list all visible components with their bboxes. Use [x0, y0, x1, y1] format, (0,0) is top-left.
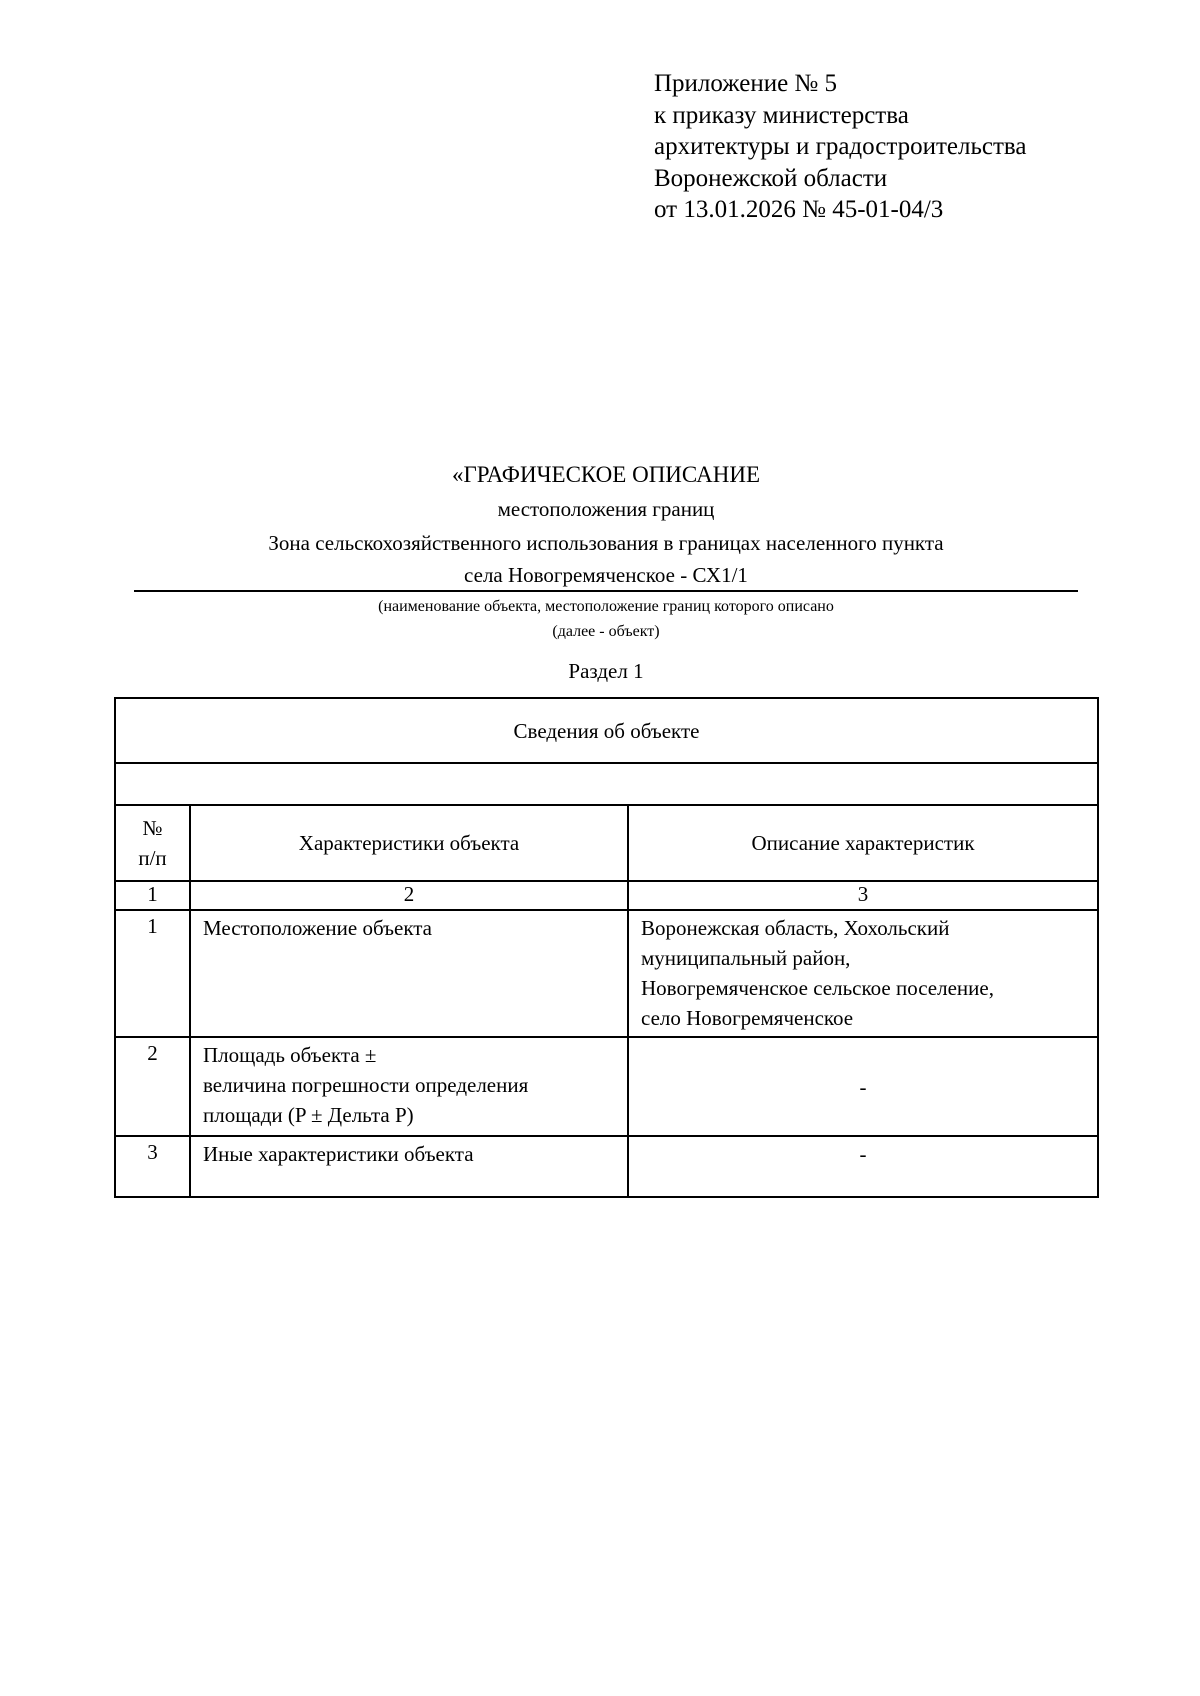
- row-description: -: [628, 1037, 1098, 1136]
- row-number: 3: [115, 1136, 190, 1197]
- object-name-line2: села Новогремяченское - СХ1/1: [134, 560, 1078, 592]
- table-row: [115, 910, 1098, 1037]
- row-characteristic: Местоположение объекта: [190, 910, 628, 1037]
- appendix-line: архитектуры и градостроительства: [654, 133, 1027, 160]
- document-subtitle: местоположения границ: [497, 497, 715, 521]
- appendix-line: Приложение № 5: [654, 70, 838, 97]
- table-empty-cell: [115, 763, 1098, 805]
- col-number: 2: [190, 881, 628, 910]
- table-column-numbers-row: [115, 881, 1098, 910]
- col-characteristic-header: Характеристики объекта: [190, 805, 628, 881]
- row-description-line: муниципальный район,: [641, 946, 851, 970]
- col-number: 3: [628, 881, 1098, 910]
- appendix-line: от 13.01.2026 № 45-01-04/3: [654, 196, 944, 223]
- table-empty-row: [115, 763, 1098, 805]
- object-hint-line1: (наименование объекта, местоположение границ которого описано: [378, 598, 834, 615]
- object-hint-line2: (далее - объект): [552, 623, 660, 640]
- table-caption-row: [115, 698, 1098, 763]
- row-characteristic-line: площади (P ± Дельта P): [203, 1103, 414, 1127]
- object-info-table: [114, 697, 1099, 1198]
- col-num-header-text: № п/п: [138, 816, 167, 870]
- col-number: 1: [115, 881, 190, 910]
- section-label: Раздел 1: [568, 659, 644, 683]
- row-description-line: село Новогремяченское: [641, 1006, 854, 1030]
- col-description-header: Описание характеристик: [628, 805, 1098, 881]
- row-description: [628, 910, 1098, 1037]
- row-number: 1: [115, 910, 190, 1037]
- row-characteristic: Иные характеристики объекта: [190, 1136, 628, 1197]
- row-description: -: [628, 1136, 1098, 1197]
- row-characteristic-line: Площадь объекта ±: [203, 1043, 377, 1067]
- col-num-header: [115, 805, 190, 881]
- appendix-line: Воронежской области: [654, 164, 888, 192]
- table-row: [115, 1136, 1098, 1197]
- object-name-line1: Зона сельскохозяйственного использования в границах населенного пункта: [268, 531, 944, 555]
- row-description-line: Новогремяченское сельское поселение,: [641, 976, 994, 1000]
- document-title: «ГРАФИЧЕСКОЕ ОПИСАНИЕ: [451, 462, 760, 487]
- table-header-row: [115, 805, 1098, 881]
- document-header: [134, 458, 1078, 644]
- row-description-line: Воронежская область, Хохольский: [641, 916, 950, 940]
- row-characteristic: [190, 1037, 628, 1136]
- table-row: [115, 1037, 1098, 1136]
- appendix-block: [654, 68, 1026, 226]
- table-caption: Сведения об объекте: [115, 698, 1098, 763]
- appendix-line: к приказу министерства: [654, 101, 909, 129]
- row-characteristic-line: величина погрешности определения: [203, 1073, 529, 1097]
- row-number: 2: [115, 1037, 190, 1136]
